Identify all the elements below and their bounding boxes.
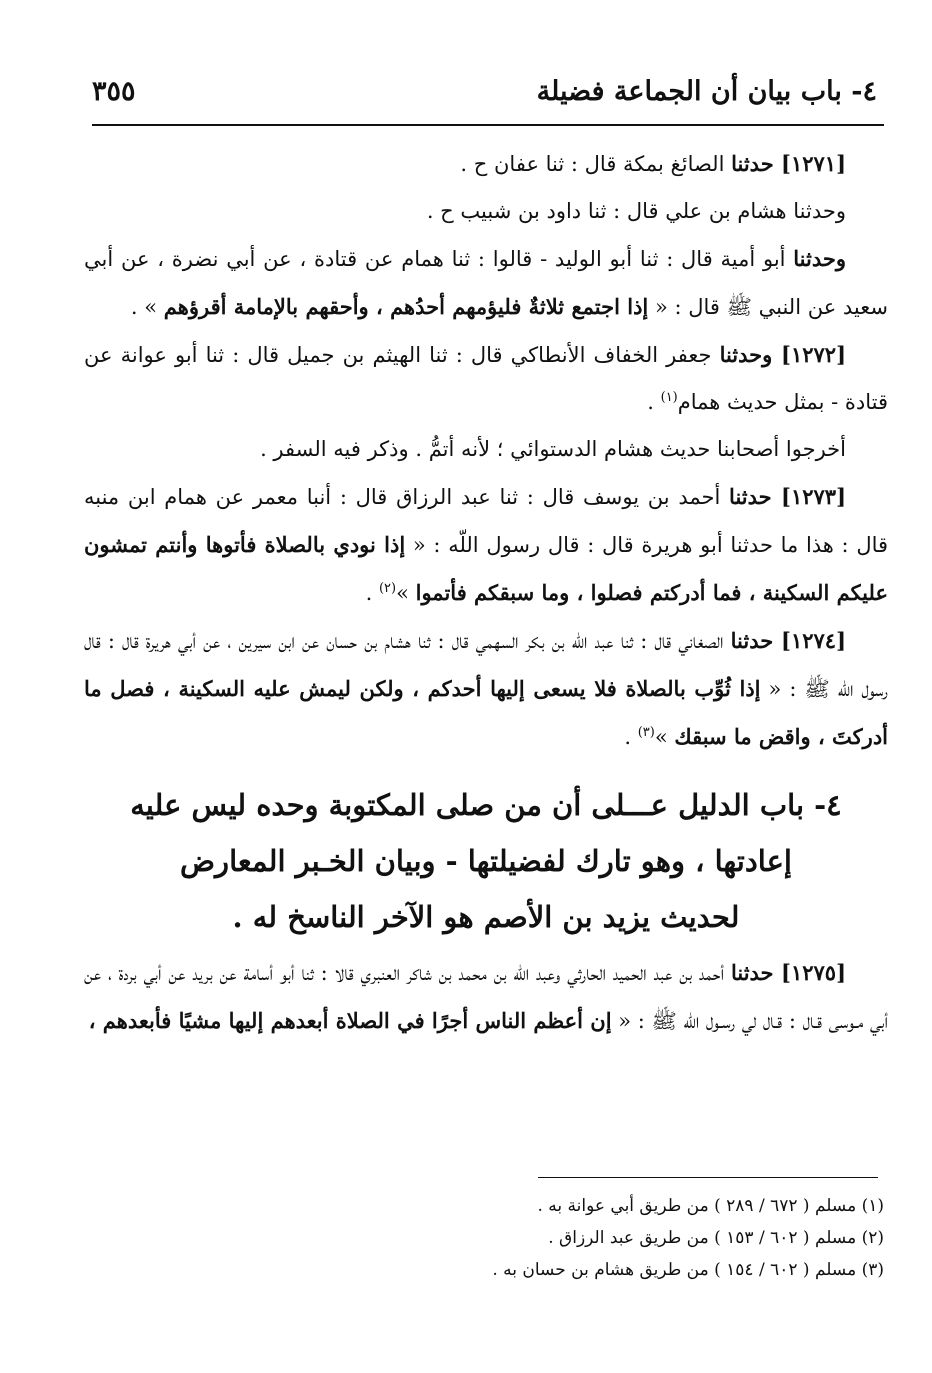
paragraph (84, 188, 888, 235)
text-run: الصغاني قال : ثنا عبد اللّه بن بكر السهمي قال : ثنا هشام بن حسان عن ابن سيرين ، عن أبي هريرة قال : قال رسول اللّه ﷺ : « (84, 629, 888, 701)
footnote: (٢) مسلم ( ٦٠٢ / ١٥٣ ) من طريق عبد الرزاق . (548, 1228, 884, 1248)
text-run: حدثنا (731, 151, 774, 176)
paragraph (84, 426, 888, 473)
text-run: [١٢٧٣] (771, 484, 846, 509)
text-run: حدثنا (730, 960, 774, 985)
paragraph (84, 473, 888, 617)
text-run: حدثنا (730, 628, 774, 653)
text-run: أحمد بن يوسف قال : ثنا عبد الرزاق قال : أنبا معمر عن همام ابن منبه قال : هذا ما حدثنا أبو هريرة قال : قال رسول اللّه : « (84, 485, 889, 557)
footnotes (200, 1190, 884, 1286)
text-run: إذا اجتمع ثلاثةٌ فليؤمهم أحدُهم ، وأحقهم بالإمامة أقرؤهم (163, 294, 649, 319)
text-run: . (647, 390, 661, 414)
running-header-title: ٤- باب بيان أن الجماعة فضيلة (536, 76, 877, 107)
text-run: إذا ثُوِّب بالصلاة فلا يسعى إليها أحدكم ، ولكن ليمش عليه السكينة ، فصل ما أدركتَ ، واقض ما سبقك (84, 676, 888, 749)
paragraph (84, 140, 888, 188)
text-run: . (365, 581, 379, 605)
paragraph (84, 949, 888, 1045)
footnote-ref: (٣) (637, 725, 655, 740)
text-run: [١٢٧٢] (772, 342, 847, 367)
paragraph (84, 617, 888, 761)
chapter-heading-line: إعادتها ، وهو تارك لفضيلتها - وبيان الخـبر المعارض (180, 844, 792, 878)
chapter-heading (84, 777, 888, 945)
paragraph (84, 235, 888, 331)
footnote-ref: (٢) (378, 581, 397, 596)
header-rule (92, 124, 884, 126)
footnote: (٣) مسلم ( ٦٠٢ / ١٥٤ ) من طريق هشام بن حسان به . (492, 1260, 884, 1280)
footnote: (١) مسلم ( ٦٧٢ / ٢٨٩ ) من طريق أبي عوانة به . (537, 1196, 884, 1216)
text-run: حدثنا (729, 484, 772, 509)
text-run: وحدثنا هشام بن علي قال : ثنا داود بن شبيب ح . (426, 199, 846, 223)
text-run: . (624, 725, 638, 749)
text-run: » (654, 725, 675, 749)
text-run: [١٢٧٥] (773, 960, 846, 985)
text-run: أبو أمية قال : ثنا أبو الوليد - قالوا : ثنا همام عن قتادة ، عن أبي نضرة ، عن أبي سعيد عن النبي ﷺ قال : « (84, 247, 888, 319)
text-run: أخرجوا أصحابنا حديث هشام الدستوائي ؛ لأنه أتمُّ . وذكر فيه السفر . (260, 437, 846, 461)
text-run: [١٢٧١] (773, 151, 846, 176)
text-run: » (396, 581, 416, 605)
text-run: وحدثنا (793, 246, 846, 271)
main-text (84, 140, 888, 1045)
paragraphs-after-heading (84, 949, 888, 1045)
text-run: الصائغ بمكة قال : ثنا عفان ح . (460, 152, 732, 176)
chapter-heading-line: لحديث يزيد بن الأصم هو الآخر الناسخ له . (232, 900, 740, 934)
paragraph (84, 331, 888, 426)
text-run: جعفر الخفاف الأنطاكي قال : ثنا الهيثم بن جميل قال : ثنا أبو عوانة عن قتادة - بمثل حديث همام (84, 343, 888, 414)
text-run: » . (130, 295, 164, 319)
chapter-heading-line: ٤- باب الدليل عـــلى أن من صلى المكتوبة وحده ليس عليه (130, 788, 842, 822)
footnote-ref: (١) (660, 390, 678, 405)
running-header (92, 72, 877, 120)
text-run: وحدثنا (719, 342, 773, 367)
page-number: ٣٥٥ (92, 76, 136, 107)
footnote-rule (538, 1177, 878, 1178)
text-run: إن أعظم الناس أجرًا في الصلاة أبعدهم إليها مشيًا فأبعدهم ، (88, 1008, 612, 1033)
paragraphs-before-heading (84, 140, 888, 761)
text-run: أحمد بن عبد الحميد الحارثي وعبد اللّه بن محمد بن شاكر العنبري قالا : ثنا أبو أسامة عن بريد عن أبي بردة ، عن أبي مـوسى قـال : قـال لي رسـول اللّه ﷺ : « (84, 961, 888, 1033)
text-run: إذا نودي بالصلاة فأتوها وأنتم تمشون عليكم السكينة ، فما أدركتم فصلوا ، وما سبقكم فأتموا (84, 532, 888, 605)
text-run: [١٢٧٤] (773, 628, 846, 653)
